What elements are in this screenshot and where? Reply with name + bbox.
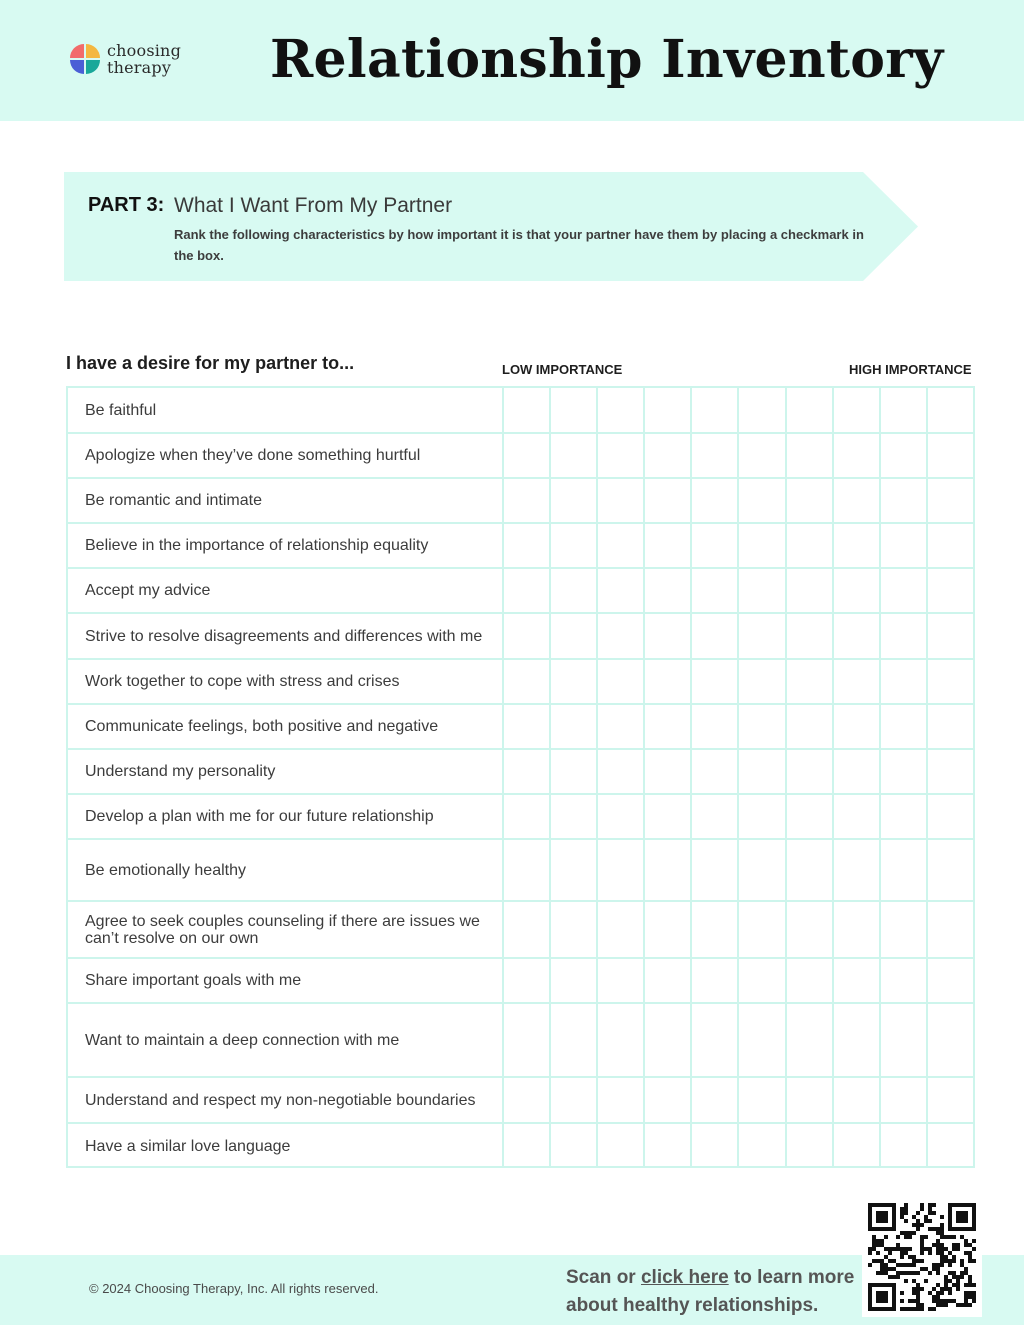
- importance-checkbox-2[interactable]: [551, 705, 598, 748]
- importance-checkbox-5[interactable]: [692, 902, 739, 957]
- logo-text: [107, 42, 181, 76]
- characteristic-label: Be emotionally healthy: [68, 840, 504, 900]
- importance-checkbox-1[interactable]: [504, 434, 551, 477]
- importance-checkbox-10[interactable]: [928, 750, 973, 793]
- importance-checkbox-5[interactable]: [692, 479, 739, 522]
- characteristic-label: Accept my advice: [68, 569, 504, 612]
- importance-checkbox-9[interactable]: [881, 750, 928, 793]
- importance-checkbox-2[interactable]: [551, 902, 598, 957]
- importance-checkbox-2[interactable]: [551, 660, 598, 703]
- table-row: [68, 959, 973, 1004]
- importance-checkbox-6[interactable]: [739, 434, 786, 477]
- importance-checkbox-7[interactable]: [787, 569, 834, 612]
- importance-checkbox-6[interactable]: [739, 1078, 786, 1122]
- logo-line2: therapy: [107, 58, 172, 77]
- importance-checkbox-6[interactable]: [739, 614, 786, 658]
- characteristic-label: Be romantic and intimate: [68, 479, 504, 522]
- importance-checkbox-4[interactable]: [645, 614, 692, 658]
- importance-checkbox-4[interactable]: [645, 750, 692, 793]
- characteristic-label: Believe in the importance of relationship equality: [68, 524, 504, 567]
- importance-checkbox-10[interactable]: [928, 902, 973, 957]
- importance-checkbox-2[interactable]: [551, 1078, 598, 1122]
- importance-checkbox-3[interactable]: [598, 660, 645, 703]
- importance-checkbox-10[interactable]: [928, 569, 973, 612]
- importance-checkbox-1[interactable]: [504, 795, 551, 838]
- importance-checkbox-8[interactable]: [834, 434, 881, 477]
- importance-checkbox-1[interactable]: [504, 705, 551, 748]
- importance-checkbox-8[interactable]: [834, 1004, 881, 1076]
- importance-checkbox-5[interactable]: [692, 524, 739, 567]
- importance-checkbox-1[interactable]: [504, 840, 551, 900]
- click-here-link[interactable]: click here: [640, 1267, 729, 1288]
- importance-checkbox-5[interactable]: [692, 1124, 739, 1168]
- part-title: What I Want From My Partner: [174, 194, 453, 217]
- characteristic-label: Have a similar love language: [68, 1124, 504, 1168]
- importance-checkbox-7[interactable]: [787, 388, 834, 432]
- importance-checkbox-3[interactable]: [598, 705, 645, 748]
- table-row: [68, 434, 973, 479]
- importance-checkbox-3[interactable]: [598, 1078, 645, 1122]
- importance-checkbox-2[interactable]: [551, 434, 598, 477]
- importance-checkbox-4[interactable]: [645, 434, 692, 477]
- importance-checkbox-6[interactable]: [739, 1124, 786, 1168]
- importance-checkbox-9[interactable]: [881, 614, 928, 658]
- characteristic-label: Share important goals with me: [68, 959, 504, 1002]
- importance-checkbox-3[interactable]: [598, 479, 645, 522]
- importance-checkbox-5[interactable]: [692, 660, 739, 703]
- importance-checkbox-10[interactable]: [928, 614, 973, 658]
- importance-checkbox-7[interactable]: [787, 840, 834, 900]
- importance-checkbox-1[interactable]: [504, 902, 551, 957]
- importance-checkbox-5[interactable]: [692, 388, 739, 432]
- importance-checkbox-4[interactable]: [645, 479, 692, 522]
- importance-checkbox-4[interactable]: [645, 705, 692, 748]
- table-row: [68, 569, 973, 614]
- importance-checkbox-2[interactable]: [551, 750, 598, 793]
- importance-checkbox-5[interactable]: [692, 1078, 739, 1122]
- importance-checkbox-3[interactable]: [598, 840, 645, 900]
- importance-checkbox-7[interactable]: [787, 1124, 834, 1168]
- importance-checkbox-2[interactable]: [551, 479, 598, 522]
- copyright-text: © 2024 Choosing Therapy, Inc. All rights reserved.: [89, 1281, 379, 1296]
- importance-checkbox-10[interactable]: [928, 1078, 973, 1122]
- importance-checkbox-6[interactable]: [739, 705, 786, 748]
- table-row: [68, 524, 973, 569]
- table-row: [68, 1078, 973, 1124]
- high-importance-label: HIGH IMPORTANCE: [849, 362, 972, 377]
- importance-checkbox-6[interactable]: [739, 750, 786, 793]
- importance-checkbox-9[interactable]: [881, 660, 928, 703]
- importance-checkbox-5[interactable]: [692, 434, 739, 477]
- importance-checkbox-1[interactable]: [504, 660, 551, 703]
- importance-checkbox-7[interactable]: [787, 902, 834, 957]
- importance-checkbox-4[interactable]: [645, 795, 692, 838]
- importance-checkbox-10[interactable]: [928, 840, 973, 900]
- importance-checkbox-9[interactable]: [881, 1124, 928, 1168]
- importance-checkbox-6[interactable]: [739, 569, 786, 612]
- low-importance-label: LOW IMPORTANCE: [502, 362, 623, 377]
- importance-checkbox-3[interactable]: [598, 614, 645, 658]
- importance-checkbox-5[interactable]: [692, 1004, 739, 1076]
- importance-checkbox-4[interactable]: [645, 569, 692, 612]
- table-row: [68, 795, 973, 840]
- importance-checkbox-9[interactable]: [881, 795, 928, 838]
- importance-checkbox-3[interactable]: [598, 750, 645, 793]
- importance-checkbox-2[interactable]: [551, 388, 598, 432]
- importance-checkbox-7[interactable]: [787, 479, 834, 522]
- importance-checkbox-7[interactable]: [787, 705, 834, 748]
- characteristic-label: Communicate feelings, both positive and negative: [68, 705, 504, 748]
- importance-checkbox-7[interactable]: [787, 434, 834, 477]
- logo-mark-icon: [68, 42, 102, 76]
- importance-checkbox-9[interactable]: [881, 840, 928, 900]
- importance-checkbox-2[interactable]: [551, 840, 598, 900]
- importance-checkbox-2[interactable]: [551, 614, 598, 658]
- importance-checkbox-7[interactable]: [787, 959, 834, 1002]
- table-row: [68, 750, 973, 795]
- scan-prompt: [566, 1264, 866, 1320]
- importance-checkbox-10[interactable]: [928, 1124, 973, 1168]
- importance-checkbox-3[interactable]: [598, 569, 645, 612]
- importance-checkbox-8[interactable]: [834, 959, 881, 1002]
- importance-checkbox-1[interactable]: [504, 524, 551, 567]
- importance-checkbox-2[interactable]: [551, 1124, 598, 1168]
- importance-checkbox-6[interactable]: [739, 959, 786, 1002]
- importance-checkbox-10[interactable]: [928, 660, 973, 703]
- table-row: [68, 614, 973, 660]
- importance-checkbox-3[interactable]: [598, 388, 645, 432]
- importance-checkbox-8[interactable]: [834, 1124, 881, 1168]
- importance-checkbox-5[interactable]: [692, 614, 739, 658]
- importance-checkbox-1[interactable]: [504, 959, 551, 1002]
- importance-checkbox-8[interactable]: [834, 388, 881, 432]
- importance-checkbox-3[interactable]: [598, 1004, 645, 1076]
- importance-checkbox-5[interactable]: [692, 705, 739, 748]
- importance-checkbox-5[interactable]: [692, 750, 739, 793]
- table-row: [68, 388, 973, 434]
- importance-checkbox-8[interactable]: [834, 614, 881, 658]
- characteristic-label: Agree to seek couples counseling if there are issues we can’t resolve on our own: [68, 902, 504, 957]
- importance-checkbox-3[interactable]: [598, 959, 645, 1002]
- importance-checkbox-3[interactable]: [598, 1124, 645, 1168]
- importance-checkbox-4[interactable]: [645, 1078, 692, 1122]
- importance-checkbox-9[interactable]: [881, 705, 928, 748]
- characteristic-label: Work together to cope with stress and crises: [68, 660, 504, 703]
- importance-checkbox-6[interactable]: [739, 840, 786, 900]
- importance-checkbox-5[interactable]: [692, 569, 739, 612]
- importance-checkbox-3[interactable]: [598, 795, 645, 838]
- importance-checkbox-10[interactable]: [928, 795, 973, 838]
- characteristic-label: Be faithful: [68, 388, 504, 432]
- importance-checkbox-9[interactable]: [881, 1078, 928, 1122]
- importance-checkbox-4[interactable]: [645, 902, 692, 957]
- choosing-therapy-logo[interactable]: [68, 42, 198, 82]
- table-row: [68, 705, 973, 750]
- importance-checkbox-10[interactable]: [928, 1004, 973, 1076]
- importance-checkbox-9[interactable]: [881, 902, 928, 957]
- importance-checkbox-8[interactable]: [834, 902, 881, 957]
- importance-checkbox-10[interactable]: [928, 388, 973, 432]
- characteristic-label: Develop a plan with me for our future relationship: [68, 795, 504, 838]
- importance-checkbox-6[interactable]: [739, 1004, 786, 1076]
- importance-checkbox-7[interactable]: [787, 524, 834, 567]
- importance-checkbox-1[interactable]: [504, 1004, 551, 1076]
- importance-checkbox-6[interactable]: [739, 524, 786, 567]
- importance-checkbox-2[interactable]: [551, 959, 598, 1002]
- importance-checkbox-8[interactable]: [834, 479, 881, 522]
- importance-checkbox-8[interactable]: [834, 660, 881, 703]
- importance-checkbox-2[interactable]: [551, 524, 598, 567]
- importance-checkbox-10[interactable]: [928, 705, 973, 748]
- importance-checkbox-3[interactable]: [598, 524, 645, 567]
- page-title: Relationship Inventory: [270, 29, 944, 90]
- importance-checkbox-8[interactable]: [834, 1078, 881, 1122]
- importance-checkbox-8[interactable]: [834, 840, 881, 900]
- part-label: PART 3:: [88, 194, 165, 216]
- importance-checkbox-3[interactable]: [598, 902, 645, 957]
- ranking-table: [66, 386, 975, 1168]
- importance-checkbox-8[interactable]: [834, 524, 881, 567]
- importance-checkbox-8[interactable]: [834, 795, 881, 838]
- importance-checkbox-4[interactable]: [645, 660, 692, 703]
- importance-checkbox-9[interactable]: [881, 524, 928, 567]
- importance-checkbox-9[interactable]: [881, 388, 928, 432]
- importance-checkbox-6[interactable]: [739, 388, 786, 432]
- table-row: [68, 479, 973, 524]
- importance-checkbox-1[interactable]: [504, 1124, 551, 1168]
- importance-checkbox-2[interactable]: [551, 795, 598, 838]
- qr-code-icon: [868, 1203, 976, 1311]
- importance-checkbox-10[interactable]: [928, 434, 973, 477]
- importance-checkbox-1[interactable]: [504, 479, 551, 522]
- importance-checkbox-4[interactable]: [645, 1004, 692, 1076]
- importance-checkbox-1[interactable]: [504, 1078, 551, 1122]
- importance-checkbox-4[interactable]: [645, 524, 692, 567]
- table-row: [68, 1124, 973, 1168]
- importance-checkbox-1[interactable]: [504, 614, 551, 658]
- importance-checkbox-7[interactable]: [787, 1004, 834, 1076]
- importance-checkbox-9[interactable]: [881, 1004, 928, 1076]
- characteristic-label: Strive to resolve disagreements and differences with me: [68, 614, 504, 658]
- importance-checkbox-7[interactable]: [787, 660, 834, 703]
- importance-checkbox-5[interactable]: [692, 959, 739, 1002]
- logo-line1: choosing: [107, 41, 182, 60]
- importance-checkbox-2[interactable]: [551, 1004, 598, 1076]
- scan-prefix: Scan or: [566, 1267, 641, 1288]
- importance-checkbox-6[interactable]: [739, 479, 786, 522]
- table-row: [68, 1004, 973, 1078]
- importance-checkbox-5[interactable]: [692, 840, 739, 900]
- characteristic-label: Understand and respect my non-negotiable boundaries: [68, 1078, 504, 1122]
- importance-checkbox-7[interactable]: [787, 750, 834, 793]
- characteristic-label: Apologize when they’ve done something hurtful: [68, 434, 504, 477]
- importance-checkbox-10[interactable]: [928, 959, 973, 1002]
- importance-checkbox-4[interactable]: [645, 1124, 692, 1168]
- importance-checkbox-4[interactable]: [645, 959, 692, 1002]
- importance-checkbox-9[interactable]: [881, 959, 928, 1002]
- table-row: [68, 840, 973, 902]
- characteristic-label: Want to maintain a deep connection with me: [68, 1004, 504, 1076]
- importance-checkbox-10[interactable]: [928, 524, 973, 567]
- importance-checkbox-9[interactable]: [881, 434, 928, 477]
- importance-checkbox-5[interactable]: [692, 795, 739, 838]
- characteristic-label: Understand my personality: [68, 750, 504, 793]
- importance-checkbox-4[interactable]: [645, 840, 692, 900]
- importance-checkbox-8[interactable]: [834, 569, 881, 612]
- importance-checkbox-6[interactable]: [739, 795, 786, 838]
- importance-checkbox-6[interactable]: [739, 902, 786, 957]
- table-heading: I have a desire for my partner to...: [66, 353, 355, 373]
- importance-checkbox-10[interactable]: [928, 479, 973, 522]
- importance-checkbox-6[interactable]: [739, 660, 786, 703]
- importance-checkbox-2[interactable]: [551, 569, 598, 612]
- importance-checkbox-1[interactable]: [504, 569, 551, 612]
- qr-code[interactable]: [862, 1197, 982, 1317]
- importance-checkbox-1[interactable]: [504, 750, 551, 793]
- importance-checkbox-7[interactable]: [787, 614, 834, 658]
- importance-checkbox-3[interactable]: [598, 434, 645, 477]
- table-row: [68, 902, 973, 959]
- importance-checkbox-4[interactable]: [645, 388, 692, 432]
- part-description: Rank the following characteristics by how important it is that your partner have them by placing a checkmark in the box.: [174, 227, 864, 263]
- importance-checkbox-7[interactable]: [787, 1078, 834, 1122]
- importance-checkbox-8[interactable]: [834, 750, 881, 793]
- importance-checkbox-9[interactable]: [881, 479, 928, 522]
- scan-suffix: to learn more about healthy relationships.: [566, 1267, 855, 1316]
- table-row: [68, 660, 973, 705]
- importance-checkbox-8[interactable]: [834, 705, 881, 748]
- importance-checkbox-9[interactable]: [881, 569, 928, 612]
- importance-checkbox-1[interactable]: [504, 388, 551, 432]
- importance-checkbox-7[interactable]: [787, 795, 834, 838]
